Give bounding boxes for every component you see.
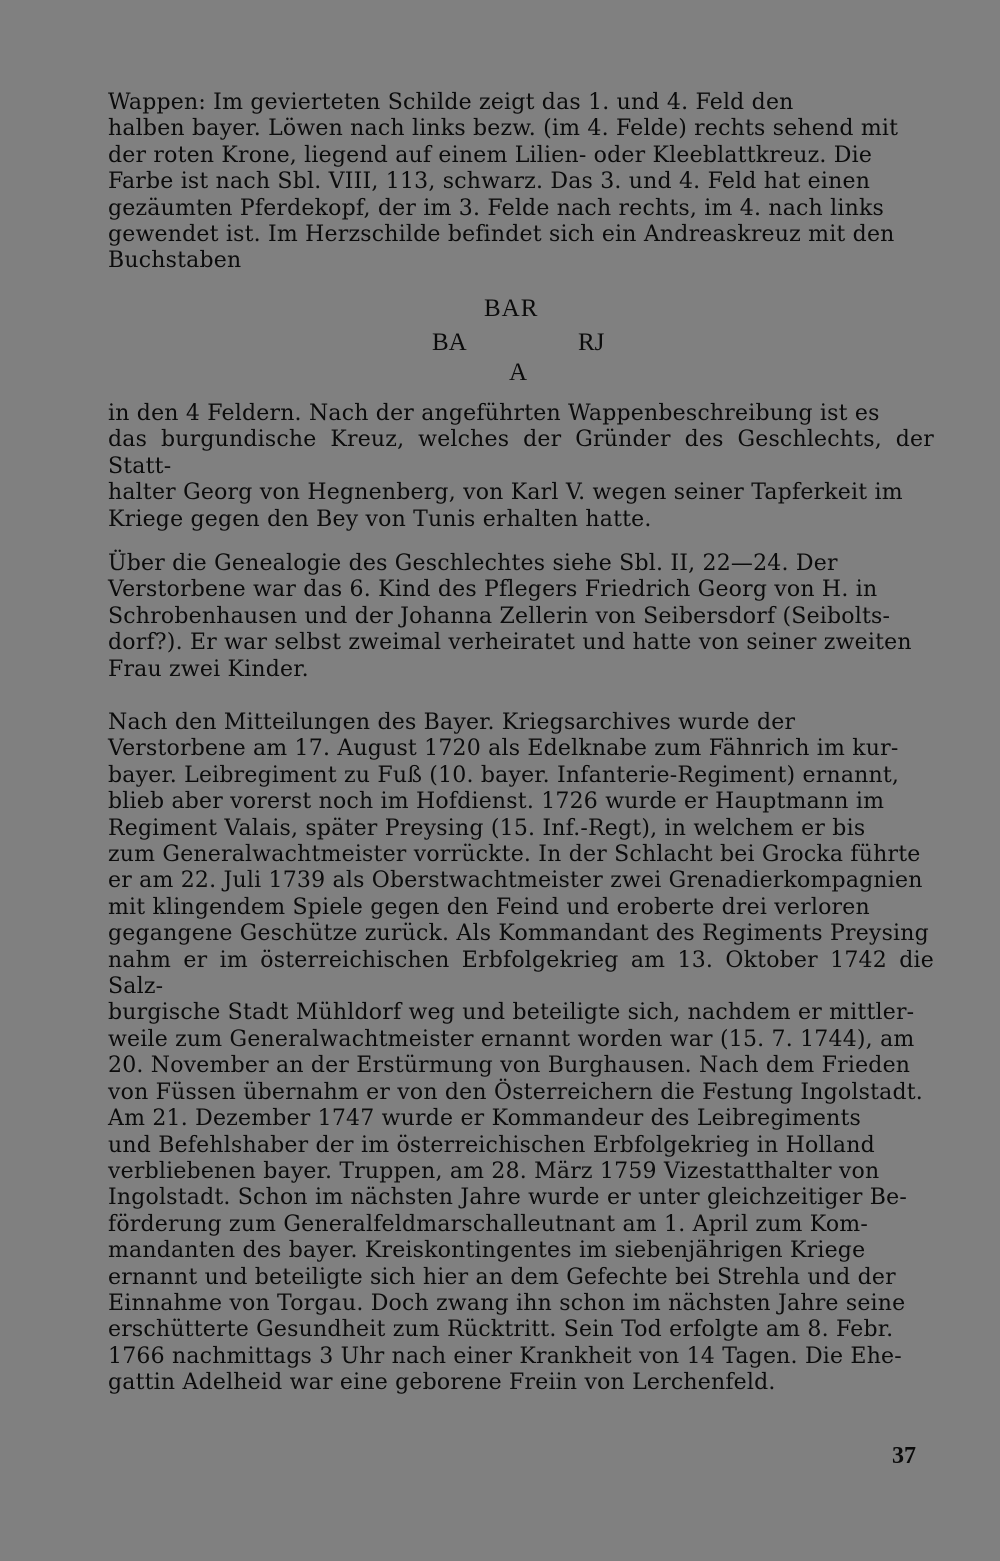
paragraph-military-career: Nach den Mitteilungen des Bayer. Kriegsarchives wurde der Verstorbene am 17. August 1720 als Edelknabe zum Fähnrich im kur- bayer. Leibregiment zu Fuß (10. bayer. Infanterie-Regiment) ernannt, blieb aber vorerst noch im Hofdienst. 1726 wurde er Hauptmann im Regiment Valais, später Preysing (15. Inf.-Regt), in welchem er bis zum Generalwachtmeister vorrückte. In der Schlacht bei Grocka führte er am 22. Juli 1739 als Oberstwachtmeister zwei Grenadierkompagnien mit klingendem Spiele gegen den Feind und eroberte drei verloren gegangene Geschütze zurück. Als Kommandant des Regiments Preysing nahm er im österreichischen Erbfolgekrieg am 13. Oktober 1742 die Salz- burgische Stadt Mühldorf weg und beteiligte sich, nachdem er mittler- weile zum Generalwachtmeister ernannt worden war (15. 7. 1744), am 20. November an der Erstürmung von Burghausen. Nach dem Frieden von Füssen übernahm er von den Österreichern die Festung Ingolstadt. Am 21. Dezember 1747 wurde er Kommandeur des Leibregiments und Befehlshaber der im österreichischen Erbfolgekrieg in Holland verbliebenen bayer. Truppen, am 28. März 1759 Vizestatthalter von Ingolstadt. Schon im nächsten Jahre wurde er unter gleichzeitiger Be- förderung zum Generalfeldmarschalleutnant am 1. April zum Kom- mandanten des bayer. Kreiskontingentes im siebenjährigen Kriege ernannt und beteiligte sich hier an dem Gefechte bei Strehla und der Einnahme von Torgau. Doch zwang ihn schon im nächsten Jahre seine erschütterte Gesundheit zum Rücktritt. Sein Tod erfolgte am 8. Febr. 1766 nachmittags 3 Uhr nach einer Krankheit von 14 Tagen. Die Ehe- gattin Adelheid war eine geborene Freiin von Lerchenfeld. xyxy=(108,710,934,1396)
cross-letters-left: BA xyxy=(432,329,467,356)
paragraph-burgundian-cross: in den 4 Feldern. Nach der angeführten Wappenbeschreibung ist es das burgundische Kreuz, welches der Gründer des Geschlechts, der Statt- halter Georg von Hegnenberg, von Karl V. wegen seiner Tapferkeit im Kriege gegen den Bey von Tunis erhalten hatte. xyxy=(108,401,934,532)
paragraph-coat-of-arms: Wappen: Im gevierteten Schilde zeigt das 1. und 4. Feld den halben bayer. Löwen nach links bezw. (im 4. Felde) rechts sehend mit der roten Krone, liegend auf einem Lilien- oder Kleeblattkreuz. Die Farbe ist nach Sbl. VIII, 113, schwarz. Das 3. und 4. Feld hat einen gezäumten Pferdekopf, der im 3. Felde nach rechts, im 4. nach links gewendet ist. Im Herzschilde befindet sich ein Andreaskreuz mit den Buchstaben xyxy=(108,90,899,274)
page-number: 37 xyxy=(892,1443,916,1469)
cross-letters-right: RJ xyxy=(578,329,605,356)
cross-letters-bottom: A xyxy=(509,359,528,386)
cross-letters-top: BAR xyxy=(484,295,539,322)
paragraph-genealogy: Über die Genealogie des Geschlechtes siehe Sbl. II, 22—24. Der Verstorbene war das 6. Kind des Pflegers Friedrich Georg von H. in Schrobenhausen und der Johanna Zellerin von Seibersdorf (Seibolts- dorf?). Er war selbst zweimal verheiratet und hatte von seiner zweiten Frau zwei Kinder. xyxy=(108,551,912,682)
